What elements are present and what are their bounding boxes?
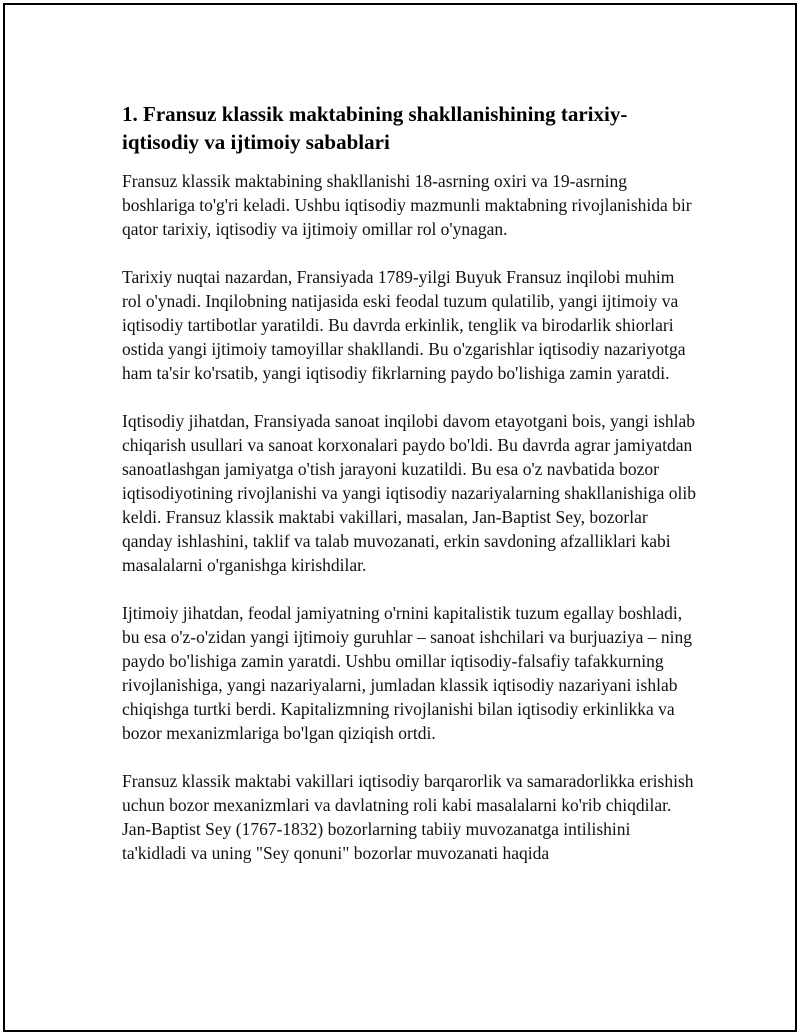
page-frame: [3, 3, 797, 1032]
section-heading: 1. Fransuz klassik maktabining shakllanishining tarixiy-iqtisodiy va ijtimoiy sabablari: [122, 102, 628, 154]
document-body: [122, 100, 697, 889]
paragraph-representatives: Fransuz klassik maktabi vakillari iqtisodiy barqarorlik va samaradorlikka erishish uchun bozor mexanizmlari va davlatning roli kabi masalalarni ko'rib chiqdilar. Jan-Baptist Sey (1767-1832) bozorlarning tabiiy muvozanatga intilishini ta'kidladi va uning "Sey qonuni" bozorlar muvozanati haqida: [122, 771, 694, 863]
paragraph-historical: Tarixiy nuqtai nazardan, Fransiyada 1789-yilgi Buyuk Fransuz inqilobi muhim rol o'ynadi. Inqilobning natijasida eski feodal tuzum qulatilib, yangi ijtimoiy va iqtisodiy tartibotlar yaratildi. Bu davrda erkinlik, tenglik va birodarlik shiorlari ostida yangi ijtimoiy tamoyillar shakllandi. Bu o'zgarishlar iqtisodiy nazariyotga ham ta'sir ko'rsatib, yangi iqtisodiy fikrlarning paydo bo'lishiga zamin yaratdi.: [122, 267, 686, 383]
paragraph-intro: Fransuz klassik maktabining shakllanishi 18-asrning oxiri va 19-asrning boshlariga to'g'ri keladi. Ushbu iqtisodiy mazmunli maktabning rivojlanishida bir qator tarixiy, iqtisodiy va ijtimoiy omillar rol o'ynagan.: [122, 171, 692, 239]
paragraph-social: Ijtimoiy jihatdan, feodal jamiyatning o'rnini kapitalistik tuzum egallay boshladi, bu esa o'z-o'zidan yangi ijtimoiy guruhlar – sanoat ishchilari va burjuaziya – ning paydo bo'lishiga zamin yaratdi. Ushbu omillar iqtisodiy-falsafiy tafakkurning rivojlanishiga, yangi nazariyalarni, jumladan klassik iqtisodiy nazariyani ishlab chiqishga turtki berdi. Kapitalizmning rivojlanishi bilan iqtisodiy erkinlikka va bozor mexanizmlariga bo'lgan qiziqish ortdi.: [122, 603, 693, 743]
paragraph-economic: Iqtisodiy jihatdan, Fransiyada sanoat inqilobi davom etayotgani bois, yangi ishlab chiqarish usullari va sanoat korxonalari paydo bo'ldi. Bu davrda agrar jamiyatdan sanoatlashgan jamiyatga o'tish jarayoni kuzatildi. Bu esa o'z navbatida bozor iqtisodiyotining rivojlanishi va yangi iqtisodiy nazariyalarning shakllanishiga olib keldi. Fransuz klassik maktabi vakillari, masalan, Jan-Baptist Sey, bozorlar qanday ishlashini, taklif va talab muvozanati, erkin savdoning afzalliklari kabi masalalarni o'rganishga kirishdilar.: [122, 411, 697, 575]
